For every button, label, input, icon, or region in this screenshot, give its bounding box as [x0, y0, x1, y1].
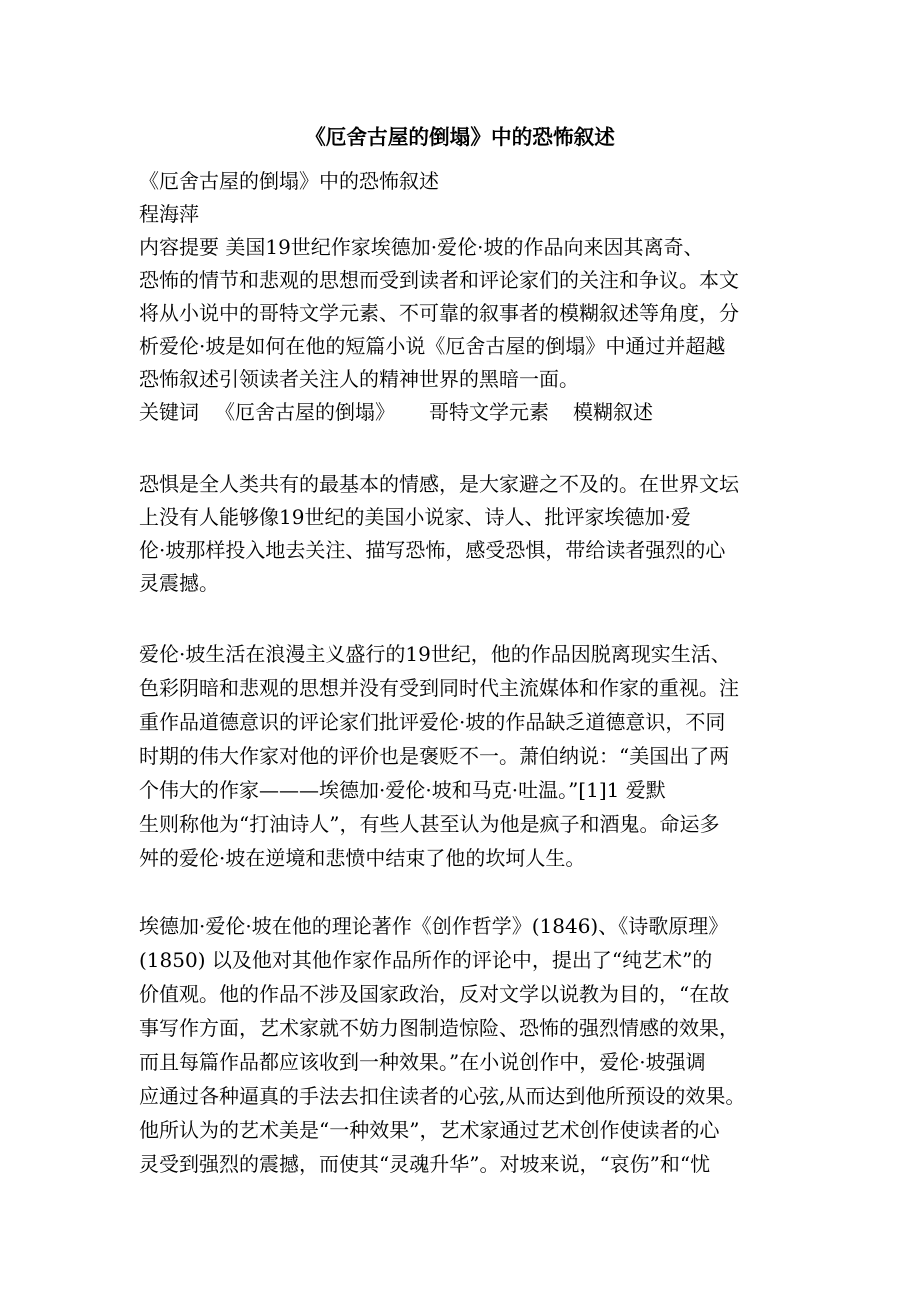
subtitle: 《厄舍古屋的倒塌》中的恐怖叙述 [139, 169, 439, 193]
paragraph-line: 时期的伟大作家对他的评价也是褒贬不一。萧伯纳说：“美国出了两 [139, 744, 730, 768]
abstract-line: 恐怖的情节和悲观的思想而受到读者和评论家们的关注和争议。本文 [139, 268, 739, 292]
abstract-line: 内容提要 美国19世纪作家埃德加·爱伦·坡的作品向来因其离奇、 [139, 235, 704, 259]
keywords-label: 关键词 [139, 400, 199, 424]
paragraph-line: 事写作方面，艺术家就不妨力图制造惊险、恐怖的强烈情感的效果， [139, 1016, 739, 1040]
paragraph-line: 生则称他为“打油诗人”，有些人甚至认为他是疯子和酒鬼。命运多 [139, 812, 720, 836]
paragraph-line: 个伟大的作家———埃德加·爱伦·坡和马克·吐温。”[1]1 爱默 [139, 778, 666, 802]
author-name: 程海萍 [139, 202, 199, 226]
paragraph-line: 埃德加·爱伦·坡在他的理论著作《创作哲学》(1846)、《诗歌原理》 [139, 914, 729, 938]
paragraph-line: 色彩阴暗和悲观的思想并没有受到同时代主流媒体和作家的重视。注 [139, 676, 739, 700]
paragraph-line: (1850) 以及他对其他作家作品所作的评论中，提出了“纯艺术”的 [139, 948, 713, 972]
keyword-item: 哥特文学元素 [429, 400, 549, 424]
abstract-line: 析爱伦·坡是如何在他的短篇小说《厄舍古屋的倒塌》中通过并超越 [139, 334, 726, 358]
keyword-item: 《厄舍古屋的倒塌》 [215, 400, 395, 424]
paragraph-line: 应通过各种逼真的手法去扣住读者的心弦,从而达到他所预设的效果。 [139, 1084, 746, 1108]
paragraph-line: 价值观。他的作品不涉及国家政治，反对文学以说教为目的，“在故 [139, 982, 730, 1006]
paragraph-line: 舛的爱伦·坡在逆境和悲愤中结束了他的坎坷人生。 [139, 846, 586, 870]
abstract-line: 将从小说中的哥特文学元素、不可靠的叙事者的模糊叙述等角度，分 [139, 301, 739, 325]
paragraph-line: 灵受到强烈的震撼，而使其“灵魂升华”。对坡来说，“哀伤”和“忧 [139, 1152, 711, 1176]
paragraph-line: 而且每篇作品都应该收到一种效果。”在小说创作中，爱伦·坡强调 [139, 1050, 706, 1074]
paragraph-line: 重作品道德意识的评论家们批评爱伦·坡的作品缺乏道德意识，不同 [139, 710, 726, 734]
abstract-line: 恐怖叙述引领读者关注人的精神世界的黑暗一面。 [139, 367, 579, 391]
keywords-line [139, 396, 653, 428]
paragraph-line: 恐惧是全人类共有的最基本的情感，是大家避之不及的。在世界文坛 [139, 472, 739, 496]
paragraph-line: 上没有人能够像19世纪的美国小说家、诗人、批评家埃德加·爱 [139, 505, 691, 529]
paragraph-line: 他所认为的艺术美是“一种效果”，艺术家通过艺术创作使读者的心 [139, 1118, 720, 1142]
paragraph-line: 爱伦·坡生活在浪漫主义盛行的19世纪，他的作品因脱离现实生活、 [139, 642, 731, 666]
paragraph-line: 灵震撼。 [139, 571, 219, 595]
keyword-item: 模糊叙述 [573, 400, 653, 424]
document-title: 《厄舍古屋的倒塌》中的恐怖叙述 [305, 125, 615, 149]
paragraph-line: 伦·坡那样投入地去关注、描写恐怖，感受恐惧，带给读者强烈的心 [139, 538, 726, 562]
